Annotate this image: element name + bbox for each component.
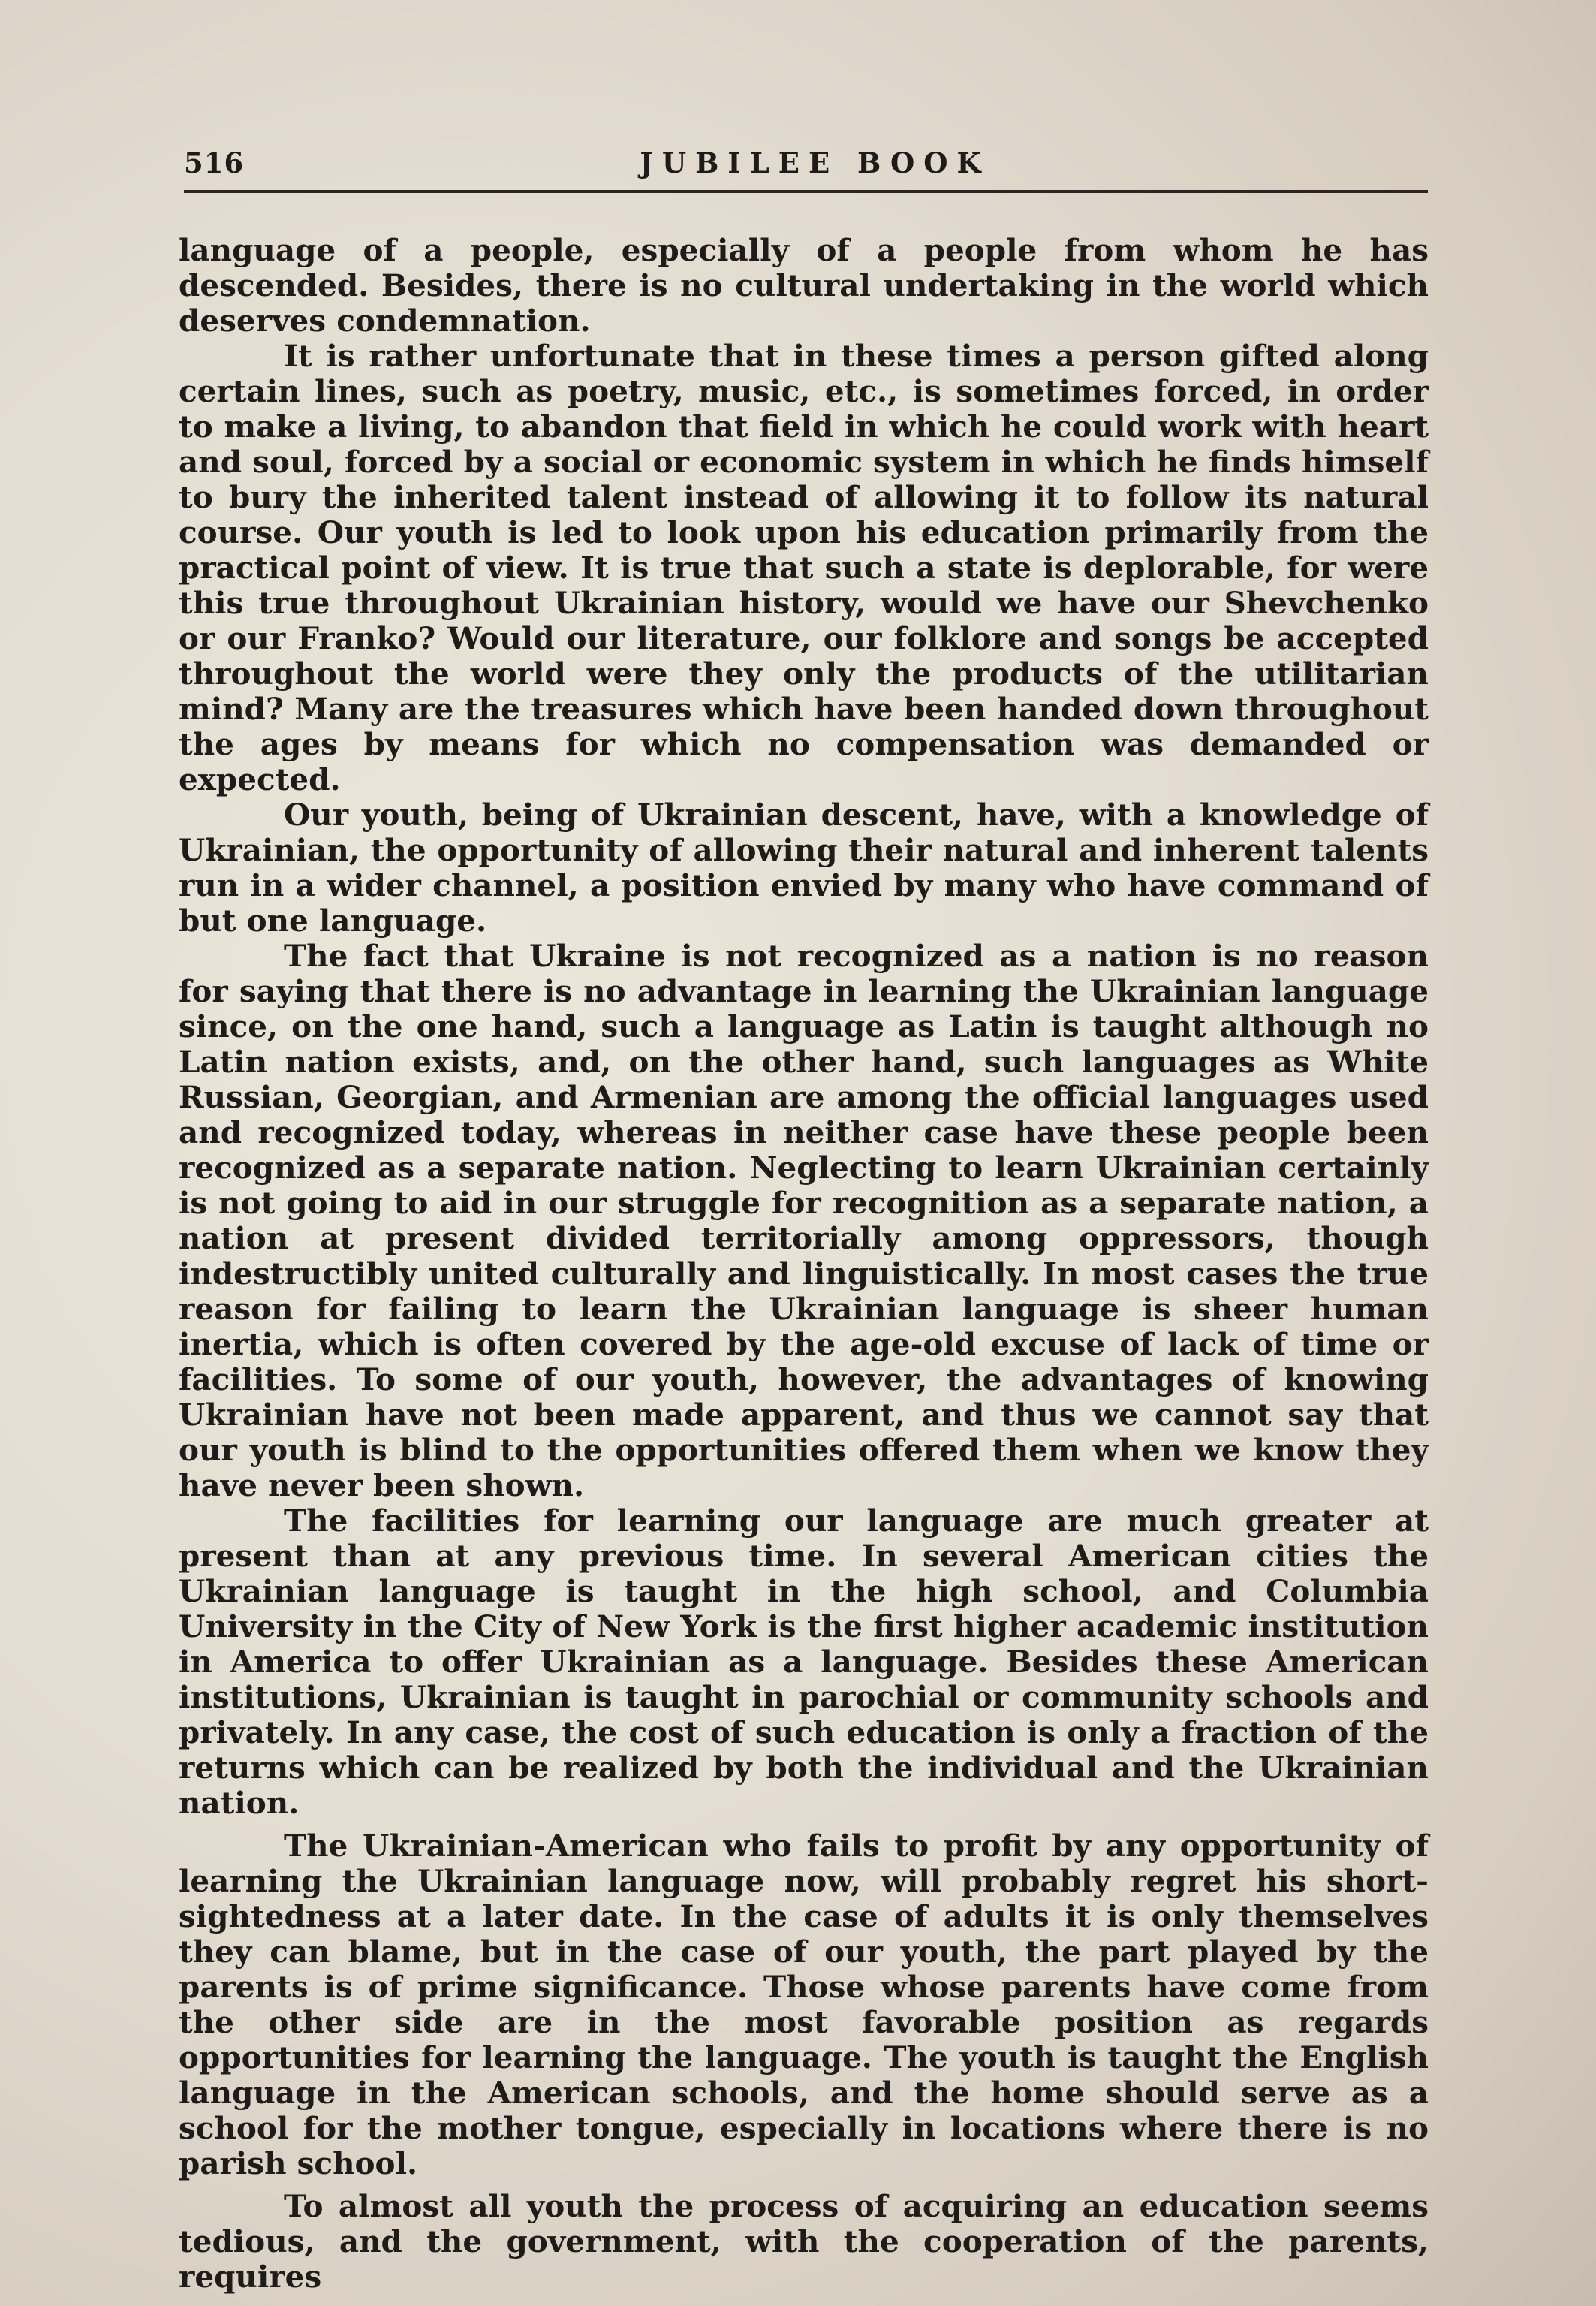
paragraph: The facilities for learning our language are much greater at present than at any previous time. In several American cities the Ukrainian language is taught in the high school, and Columbia University in the City of New York is the first higher academic institution in America to offer Ukrainian as a language. Besides these American institutions, Ukrainian is taught in parochial or community schools and privately. In any case, the cost of such education is only a fraction of the returns which can be realized by both the individual and the Ukrainian nation. [179,1503,1429,1821]
paragraph: It is rather unfortunate that in these times a person gifted along certain lines, such as poetry, music, etc., is sometimes forced, in order to make a living, to abandon that field in which he could work with heart and soul, forced by a social or economic system in which he finds himself to bury the inherited talent instead of allowing it to follow its natural course. Our youth is led to look upon his education primarily from the practical point of view. It is true that such a state is deplorable, for were this true throughout Ukrainian history, would we have our Shevchenko or our Franko? Would our literature, our folklore and songs be accepted throughout the world were they only the products of the utilitarian mind? Many are the treasures which have been handed down throughout the ages by means for which no compensation was demanded or expected. [179,338,1429,797]
paragraph: The fact that Ukraine is not recognized as a nation is no reason for saying that there is no advantage in learning the Ukrainian language since, on the one hand, such a language as Latin is taught although no Latin nation exists, and, on the other hand, such languages as White Russian, Georgian, and Armenian are among the official languages used and recognized today, whereas in neither case have these people been recognized as a separate nation. Neglecting to learn Ukrainian certainly is not going to aid in our struggle for recognition as a separate nation, a nation at present divided territorially among oppressors, though indestructibly united culturally and linguistically. In most cases the true reason for failing to learn the Ukrainian language is sheer human inertia, which is often covered by the age-old excuse of lack of time or facilities. To some of our youth, however, the advantages of knowing Ukrainian have not been made apparent, and thus we cannot say that our youth is blind to the opportunities offered them when we know they have never been shown. [179,938,1429,1503]
running-head: JUBILEE BOOK [640,146,990,179]
paragraph: Our youth, being of Ukrainian descent, have, with a knowledge of Ukrainian, the opportunity of allowing their natural and inherent talents run in a wider channel, a position envied by many who have command of but one language. [179,797,1429,939]
body-text [179,233,1429,2295]
paragraph: To almost all youth the process of acquiring an education seems tedious, and the government, with the cooperation of the parents, requires [179,2188,1429,2295]
page-number: 516 [184,146,245,179]
paragraph-continuation: language of a people, especially of a people from whom he has descended. Besides, there is no cultural undertaking in the world which deserves condemnation. [179,232,1429,339]
paragraph: The Ukrainian-American who fails to profit by any opportunity of learning the Ukrainian language now, will probably regret his short-sightedness at a later date. In the case of adults it is only themselves they can blame, but in the case of our youth, the part played by the parents is of prime significance. Those whose parents have come from the other side are in the most favorable position as regards opportunities for learning the language. The youth is taught the English language in the American schools, and the home should serve as a school for the mother tongue, especially in locations where there is no parish school. [179,1828,1429,2181]
page-header [184,146,1428,193]
